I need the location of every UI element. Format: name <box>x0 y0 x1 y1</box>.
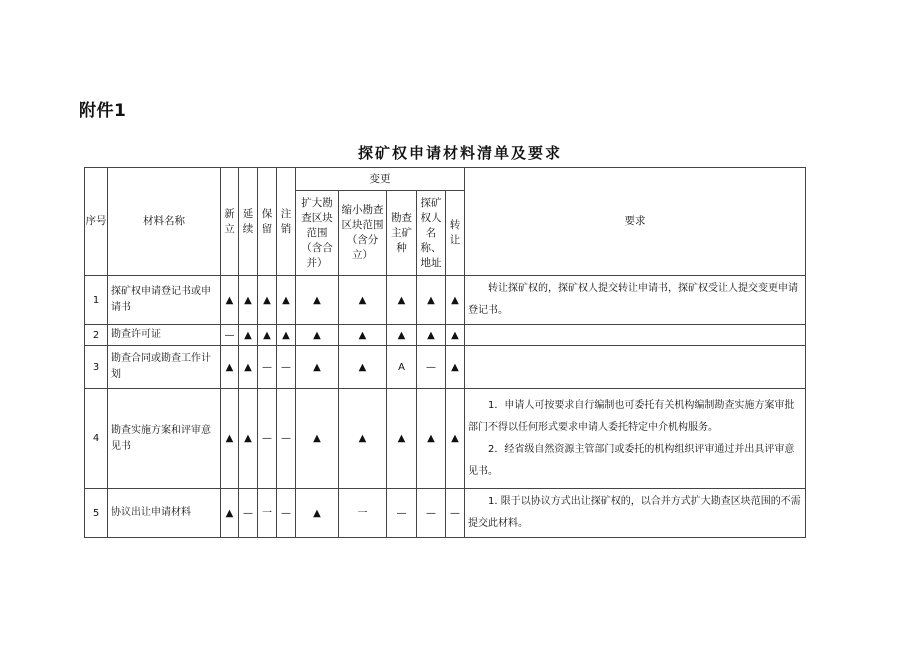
header-change: 变更 <box>296 168 465 191</box>
attachment-label: 附件1 <box>79 101 127 121</box>
mark-cell: ▲ <box>446 346 465 389</box>
mark-cell: ▲ <box>296 389 339 489</box>
mark-cell: ▲ <box>239 346 258 389</box>
header-main-mineral: 勘查 主矿 种 <box>387 191 417 276</box>
mark-cell: ▲ <box>446 276 465 325</box>
table-row <box>85 489 806 538</box>
row-material-name: 勘查实施方案和评审意见书 <box>108 389 221 489</box>
mark-cell: ▲ <box>339 389 387 489</box>
mark-cell: ▲ <box>339 325 387 346</box>
mark-cell: — <box>277 489 296 538</box>
header-extend: 延 续 <box>239 168 258 276</box>
header-retain: 保 留 <box>258 168 277 276</box>
header-material-name: 材料名称 <box>108 168 221 276</box>
mark-cell: — <box>277 389 296 489</box>
row-material-name: 勘查许可证 <box>108 325 221 346</box>
row-material-name: 探矿权申请登记书或申请书 <box>108 276 221 325</box>
document-title: 探矿权申请材料清单及要求 <box>357 144 562 162</box>
row-seq: 3 <box>85 346 108 389</box>
row-seq: 1 <box>85 276 108 325</box>
mark-cell: ▲ <box>221 489 239 538</box>
table-row <box>85 325 806 346</box>
row-seq: 4 <box>85 389 108 489</box>
mark-cell: — <box>387 489 417 538</box>
mark-cell: ▲ <box>339 276 387 325</box>
table-header-row <box>85 168 806 191</box>
mark-cell: ▲ <box>296 346 339 389</box>
table-row <box>85 389 806 489</box>
mark-cell: ▲ <box>239 389 258 489</box>
mark-cell: — <box>446 489 465 538</box>
mark-cell: ▲ <box>339 346 387 389</box>
mark-cell: ▲ <box>417 389 446 489</box>
mark-cell: ▲ <box>296 325 339 346</box>
header-cancel: 注 销 <box>277 168 296 276</box>
header-new: 新 立 <box>221 168 239 276</box>
mark-cell: — <box>239 489 258 538</box>
mark-cell: — <box>258 389 277 489</box>
row-material-name: 协议出让申请材料 <box>108 489 221 538</box>
mark-cell: ▲ <box>277 325 296 346</box>
mark-cell: ▲ <box>417 276 446 325</box>
row-material-name: 勘查合同或勘查工作计划 <box>108 346 221 389</box>
mark-cell: ▲ <box>446 389 465 489</box>
mark-cell: ▲ <box>296 276 339 325</box>
row-requirement <box>465 325 806 346</box>
row-requirement: 1．申请人可按要求自行编制也可委托有关机构编制勘查实施方案审批部门不得以任何形式要求申请人委托特定中介机构服务。 2．经省级自然资源主管部门或委托的机构组织评审通过并出具评审意见书。 <box>465 389 806 489</box>
row-requirement: 转让探矿权的，探矿权人提交转让申请书，探矿权受让人提交变更申请登记书。 <box>465 276 806 325</box>
mark-cell: — <box>417 489 446 538</box>
mark-cell: ▲ <box>387 325 417 346</box>
mark-cell: ▲ <box>239 276 258 325</box>
row-seq: 5 <box>85 489 108 538</box>
mark-cell: — <box>221 325 239 346</box>
header-expand-area: 扩大勘 查区块 范围 （含合 并） <box>296 191 339 276</box>
mark-cell: ▲ <box>239 325 258 346</box>
mark-cell: 一 <box>258 489 277 538</box>
table-row <box>85 276 806 325</box>
mark-cell: ▲ <box>296 489 339 538</box>
row-requirement <box>465 346 806 389</box>
mark-cell: ▲ <box>221 389 239 489</box>
mark-cell: ▲ <box>258 325 277 346</box>
header-holder-name-address: 探矿 权人 名 称、 地址 <box>417 191 446 276</box>
mark-cell: — <box>258 346 277 389</box>
mark-cell: ▲ <box>221 346 239 389</box>
mark-cell: — <box>277 346 296 389</box>
header-shrink-area: 缩小勘查 区块范围 （含分 立） <box>339 191 387 276</box>
mark-cell: ▲ <box>387 276 417 325</box>
header-seq: 序号 <box>85 168 108 276</box>
mark-cell: ▲ <box>387 389 417 489</box>
row-requirement: 1. 限于以协议方式出让探矿权的，以合并方式扩大勘查区块范围的不需提交此材料。 <box>465 489 806 538</box>
mark-cell: ▲ <box>277 276 296 325</box>
mark-cell: 一 <box>339 489 387 538</box>
mark-cell: ▲ <box>258 276 277 325</box>
table-row <box>85 346 806 389</box>
row-seq: 2 <box>85 325 108 346</box>
mark-cell: ▲ <box>446 325 465 346</box>
materials-table <box>84 167 806 538</box>
mark-cell: ▲ <box>221 276 239 325</box>
mark-cell: — <box>417 346 446 389</box>
header-transfer: 转 让 <box>446 191 465 276</box>
header-requirement: 要求 <box>465 168 806 276</box>
mark-cell: ▲ <box>417 325 446 346</box>
mark-cell: A <box>387 346 417 389</box>
